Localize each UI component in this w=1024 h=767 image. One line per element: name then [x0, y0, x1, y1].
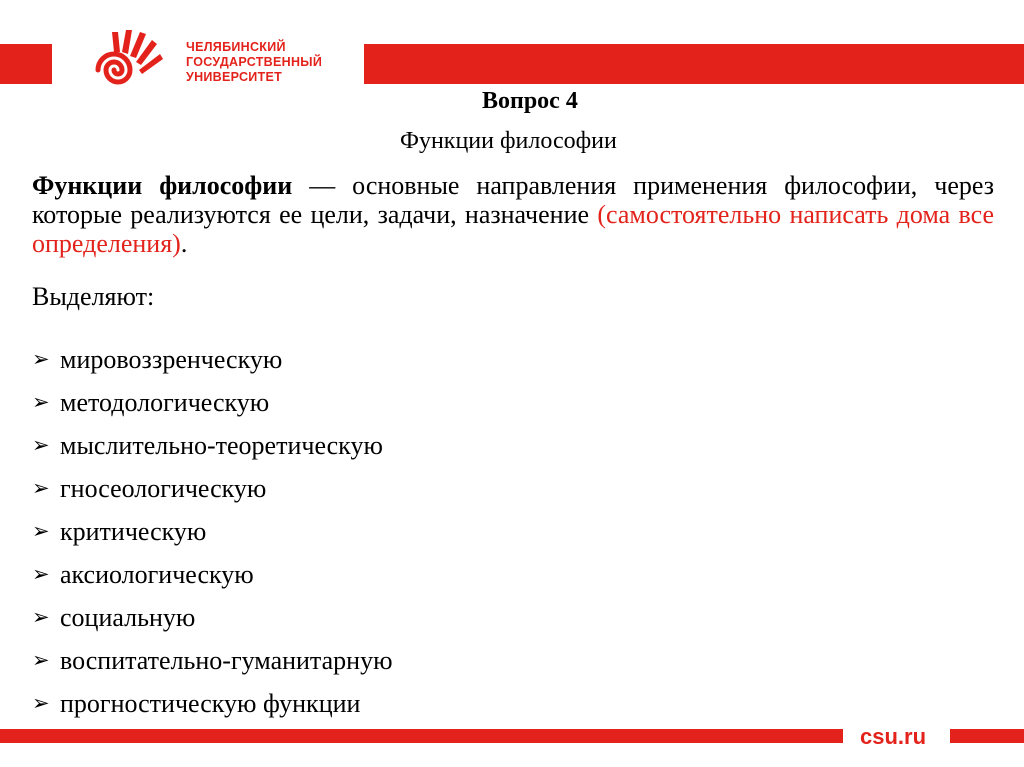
arrow-right-outline-icon: ➢ [32, 519, 50, 543]
university-name-line-1: ЧЕЛЯБИНСКИЙ [186, 40, 286, 54]
arrow-right-outline-icon: ➢ [32, 605, 50, 629]
university-name-line-2: ГОСУДАРСТВЕННЫЙ [186, 55, 323, 69]
arrow-right-outline-icon: ➢ [32, 433, 50, 457]
arrow-right-outline-icon: ➢ [32, 562, 50, 586]
arrow-right-outline-icon: ➢ [32, 390, 50, 414]
list-item-label: критическую [60, 517, 207, 546]
list-item-label: гносеологическую [60, 474, 267, 503]
list-item-label: методологическую [60, 388, 270, 417]
arrow-right-outline-icon: ➢ [32, 476, 50, 500]
list-item-label: прогностическую функции [60, 689, 361, 718]
list-item-label: мыслительно-теоретическую [60, 431, 383, 460]
arrow-right-outline-icon: ➢ [32, 347, 50, 371]
definition-paragraph [32, 171, 994, 258]
footer-bar-left [0, 729, 843, 743]
definition-end: . [180, 229, 188, 258]
arrow-right-outline-icon: ➢ [32, 648, 50, 672]
list-item-label: социальную [60, 603, 196, 632]
list-item [32, 682, 393, 725]
list-item-label: аксиологическую [60, 560, 254, 589]
footer-bar-right [950, 729, 1024, 743]
site-link[interactable]: csu.ru [860, 724, 927, 749]
list-item [32, 510, 393, 553]
university-name-line-3: УНИВЕРСИТЕТ [186, 70, 283, 84]
definition-text: — основные направления применения философии, через которые реализуются ее цели, задачи, назначение [32, 171, 995, 229]
header-bar-right [364, 44, 1024, 84]
list-item-label: мировоззренческую [60, 345, 283, 374]
list-item [32, 596, 393, 639]
list-item-label: воспитательно-гуманитарную [60, 646, 393, 675]
list-item [32, 381, 393, 424]
list-item [32, 553, 393, 596]
list-item [32, 467, 393, 510]
homework-note: (самостоятельно написать дома все определения) [32, 200, 994, 258]
definition-term: Функции философии [32, 171, 293, 200]
list-lead: Выделяют: [32, 282, 155, 311]
header-bar-left [0, 44, 52, 84]
list-item [32, 639, 393, 682]
list-item [32, 338, 393, 381]
slide-subtitle: Функции философии [400, 128, 617, 154]
arrow-right-outline-icon: ➢ [32, 691, 50, 715]
functions-list [32, 338, 393, 725]
list-item [32, 424, 393, 467]
university-logo-icon [82, 28, 186, 100]
university-name [186, 40, 322, 85]
slide-title: Вопрос 4 [482, 88, 578, 114]
